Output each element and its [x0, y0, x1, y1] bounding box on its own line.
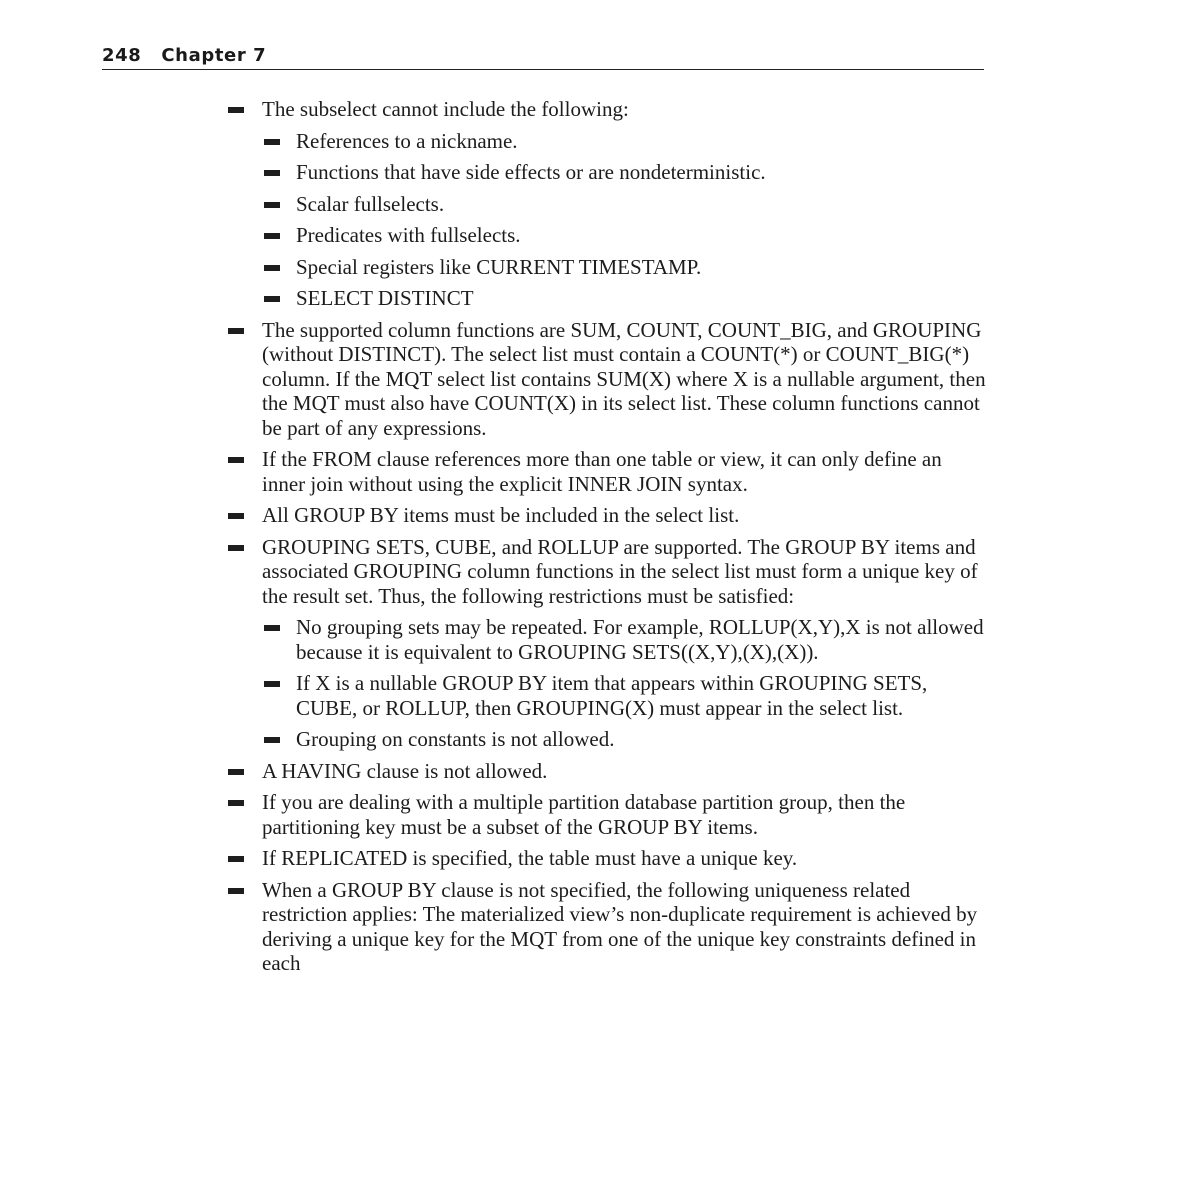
page-number: 248	[102, 45, 142, 66]
bullet-icon	[264, 139, 280, 145]
bullet-icon	[264, 296, 280, 302]
sub-list-item-text: Scalar fullselects.	[296, 191, 445, 216]
sub-list-item-text: No grouping sets may be repeated. For example, ROLLUP(X,Y),X is not allowed because it is equivalent to GROUPING SETS((X,Y),(X),(X)).	[296, 615, 984, 664]
bullet-icon	[264, 170, 280, 176]
sub-list-item-text: References to a nickname.	[296, 128, 518, 153]
bullet-icon	[264, 737, 280, 743]
bullet-icon	[264, 625, 280, 631]
list-item	[226, 97, 986, 311]
running-head	[102, 44, 984, 70]
sub-list-item	[262, 223, 986, 248]
bullet-icon	[228, 800, 244, 806]
bullet-icon	[228, 888, 244, 894]
sub-list-item	[262, 192, 986, 217]
bullet-icon	[228, 107, 244, 113]
sub-list-item-text: SELECT DISTINCT	[296, 286, 474, 310]
bullet-icon	[264, 202, 280, 208]
sub-list	[262, 615, 986, 752]
sub-list-item	[262, 255, 986, 280]
sub-list-item-text: If X is a nullable GROUP BY item that appears within GROUPING SETS, CUBE, or ROLLUP, then GROUPING(X) must appear in the select list.	[296, 671, 928, 720]
bullet-icon	[228, 513, 244, 519]
list-item	[226, 846, 986, 871]
list-item-text: All GROUP BY items must be included in the select list.	[262, 503, 740, 527]
list-item-text: If REPLICATED is specified, the table must have a unique key.	[262, 846, 798, 870]
bullet-icon	[264, 681, 280, 687]
list-item-text: The subselect cannot include the following:	[262, 97, 629, 121]
list-item-text: When a GROUP BY clause is not specified, the following uniqueness related restriction applies: The materialized view’s non-duplicate requirement is achieved by deriving a unique key for the MQT from one of the unique key constraints defined in each	[262, 877, 978, 975]
sub-list-item-text: Predicates with fullselects.	[296, 223, 521, 247]
bullet-icon	[264, 265, 280, 271]
list-item	[226, 503, 986, 528]
list-item	[226, 790, 986, 839]
list-item-text: A HAVING clause is not allowed.	[262, 758, 548, 783]
list-item-text: The supported column functions are SUM, COUNT, COUNT_BIG, and GROUPING (without DISTINCT). The select list must contain a COUNT(*) or COUNT_BIG(*) column. If the MQT select list contains SUM(X) where X is a nullable argument, then the MQT must also have COUNT(X) in its select list. These column functions cannot be part of any expressions.	[262, 317, 986, 440]
list-item-text: GROUPING SETS, CUBE, and ROLLUP are supported. The GROUP BY items and associated GROUPING column functions in the select list must form a unique key of the result set. Thus, the following restrictions must be satisfied:	[262, 534, 978, 608]
bullet-icon	[228, 328, 244, 334]
sub-list-item	[262, 160, 986, 185]
restriction-list	[226, 97, 986, 976]
sub-list-item	[262, 286, 986, 311]
sub-list-item-text: Grouping on constants is not allowed.	[296, 727, 615, 751]
list-item	[226, 535, 986, 752]
sub-list-item-text: Special registers like CURRENT TIMESTAMP.	[296, 254, 702, 279]
bullet-icon	[228, 545, 244, 551]
list-item	[226, 878, 986, 976]
bullet-icon	[264, 233, 280, 239]
list-item	[226, 759, 986, 784]
bullet-icon	[228, 769, 244, 775]
bullet-icon	[228, 457, 244, 463]
bullet-icon	[228, 856, 244, 862]
sub-list	[262, 129, 986, 311]
chapter-title: Chapter 7	[161, 45, 267, 66]
list-item	[226, 447, 986, 496]
sub-list-item	[262, 615, 986, 664]
sub-list-item-text: Functions that have side effects or are nondeterministic.	[296, 160, 766, 184]
body-text	[226, 97, 986, 983]
list-item-text: If you are dealing with a multiple partition database partition group, then the partitioning key must be a subset of the GROUP BY items.	[262, 790, 906, 839]
sub-list-item	[262, 671, 986, 720]
sub-list-item	[262, 129, 986, 154]
list-item-text: If the FROM clause references more than one table or view, it can only define an inner join without using the explicit INNER JOIN syntax.	[262, 447, 942, 496]
list-item	[226, 318, 986, 441]
sub-list-item	[262, 727, 986, 752]
